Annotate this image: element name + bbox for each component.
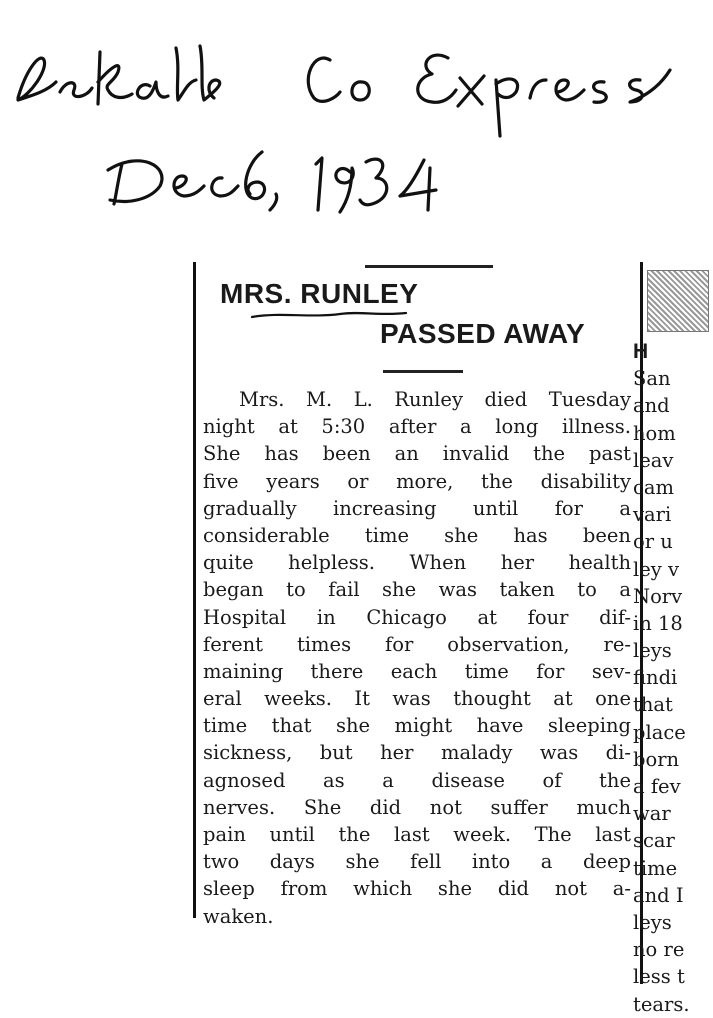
adjacent-column-line: less t: [633, 965, 685, 989]
adjacent-column-line: leys: [633, 910, 672, 934]
article-line: She has been an invalid the past: [203, 442, 631, 466]
adjacent-column-line: time: [633, 856, 678, 880]
headline-line-1: MRS. RUNLEY: [220, 278, 419, 309]
article-line: eral weeks. It was thought at one: [203, 687, 631, 711]
headline-separator: [383, 370, 463, 373]
adjacent-column-line: ley v: [633, 557, 680, 581]
article-line: nerves. She did not suffer much: [203, 795, 631, 819]
article-line: sleep from which she did not a-: [203, 877, 631, 901]
adjacent-column-line: war: [633, 802, 671, 826]
adjacent-column-line: cam: [633, 475, 675, 499]
adjacent-column-line: or u: [633, 530, 673, 554]
column-rule-left: [193, 262, 196, 918]
article-line: time that she might have sleeping: [203, 714, 631, 738]
article-line: gradually increasing until for a: [203, 496, 631, 520]
adjacent-column-line: and I: [633, 883, 684, 907]
headline-line-2: PASSED AWAY: [380, 318, 586, 349]
adjacent-column-line: hom: [633, 421, 676, 445]
article-line: Mrs. M. L. Runley died Tuesday: [239, 388, 631, 411]
adjacent-column-line: born: [633, 747, 680, 771]
adjacent-column-line: H: [633, 340, 649, 363]
article-body: [203, 386, 631, 930]
adjacent-column-line: leys: [633, 639, 672, 663]
adjacent-column-line: findi: [633, 666, 678, 690]
article-line: Hospital in Chicago at four dif-: [203, 605, 631, 629]
article-line: began to fail she was taken to a: [203, 578, 631, 602]
article-line: quite helpless. When her health: [203, 551, 631, 575]
adjacent-column-line: in 18: [633, 611, 683, 635]
handwritten-annotation: [0, 0, 696, 230]
article-line: agnosed as a disease of the: [203, 768, 631, 792]
article-line: ferent times for observation, re-: [203, 632, 631, 656]
article-line: maining there each time for sev-: [203, 659, 631, 683]
adjacent-column-text: [633, 338, 713, 1018]
adjacent-column-line: scar: [633, 829, 675, 853]
adjacent-column-line: that: [633, 693, 673, 717]
article-line: waken.: [203, 904, 274, 928]
adjacent-column-line: leav: [633, 448, 674, 472]
adjacent-column-line: a fev: [633, 775, 681, 798]
adjacent-column-line: vari: [633, 503, 672, 527]
adjacent-column-line: place: [633, 720, 686, 744]
article-line: night at 5:30 after a long illness.: [203, 415, 631, 439]
handwritten-source-and-date: [0, 0, 696, 230]
article-line: five years or more, the disability: [203, 469, 631, 493]
adjacent-column-line: and: [633, 394, 670, 418]
adjacent-column-line: San: [633, 367, 671, 391]
adjacent-column-fragment: [625, 262, 696, 1016]
article-line: sickness, but her malady was di-: [203, 741, 631, 765]
adjacent-column-line: no re: [633, 938, 685, 962]
adjacent-column-line: tears.: [633, 992, 690, 1016]
article-line: considerable time she has been: [203, 523, 631, 547]
adjacent-column-header-image: [647, 270, 709, 332]
adjacent-column-line: Norv: [633, 584, 683, 608]
article-line: pain until the last week. The last: [203, 823, 631, 846]
top-separator: [365, 265, 493, 268]
article-line: two days she fell into a deep: [203, 850, 631, 874]
